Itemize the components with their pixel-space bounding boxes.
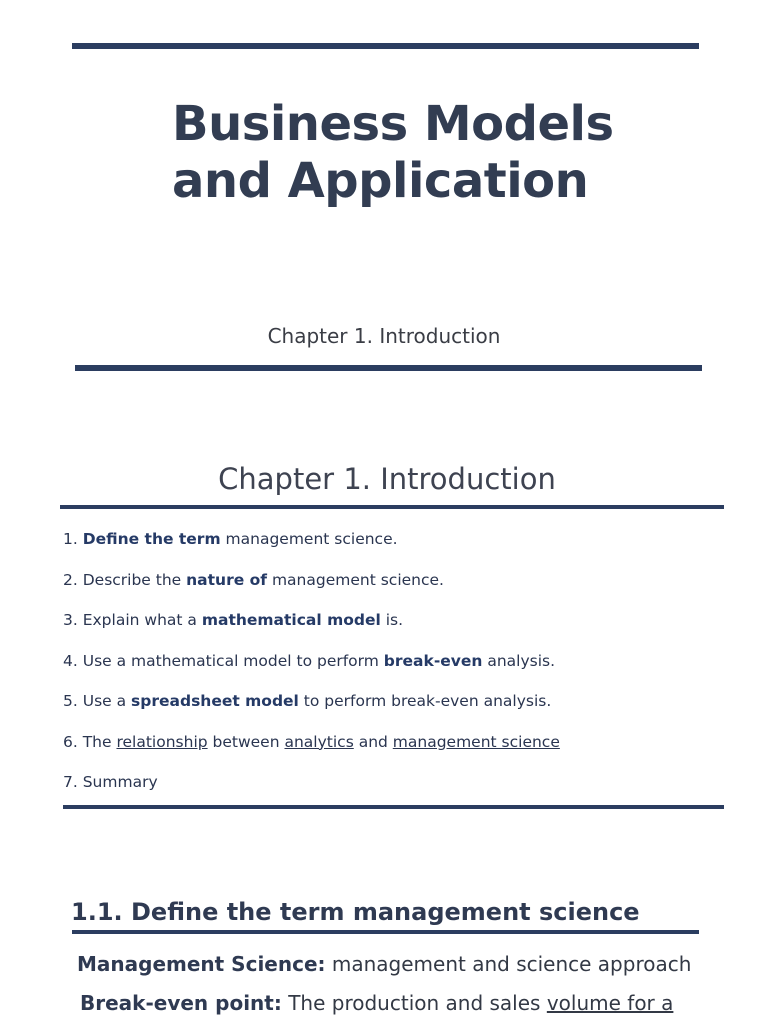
objective-text: The xyxy=(82,732,117,751)
objective-item xyxy=(63,651,560,692)
definition-break-even-point xyxy=(80,991,673,1015)
objective-number: 5. xyxy=(63,692,83,710)
chapter-heading: Chapter 1. Introduction xyxy=(218,462,556,496)
section-heading-rule xyxy=(72,930,699,934)
objective-text: Summary xyxy=(82,773,158,791)
objective-text: Describe the xyxy=(82,570,187,589)
objective-number: 3. xyxy=(63,611,83,629)
objective-text: management science. xyxy=(220,530,398,548)
title-line-2: and Application xyxy=(172,153,589,209)
title-line-1: Business Models xyxy=(172,96,614,152)
objective-number: 6. xyxy=(63,732,83,751)
definition-management-science xyxy=(77,952,691,976)
objective-keyword: break-even xyxy=(383,651,483,670)
definition-text: The production and sales xyxy=(281,991,547,1015)
objective-number: 2. xyxy=(63,570,83,589)
objective-number: 1. xyxy=(63,530,83,548)
objective-keyword: spreadsheet model xyxy=(131,692,299,710)
objectives-list xyxy=(63,529,560,813)
objective-underlined-text: analytics xyxy=(284,732,354,751)
objective-keyword: nature of xyxy=(186,570,268,589)
objective-text: management science. xyxy=(267,570,444,589)
definition-term: Break-even point: xyxy=(80,991,282,1015)
definition-text: management and science approach xyxy=(325,952,692,976)
objective-underlined-text: relationship xyxy=(116,732,208,751)
objective-text: Use a mathematical model to perform xyxy=(82,651,384,670)
cover-bottom-rule xyxy=(75,365,702,371)
objective-text: is. xyxy=(380,611,404,629)
objective-text: between xyxy=(207,732,285,751)
objective-number: 4. xyxy=(63,651,83,670)
objective-text: to perform break-even analysis. xyxy=(298,692,552,710)
objective-underlined-text: management science xyxy=(392,732,560,751)
objective-item xyxy=(63,732,560,773)
section-heading: 1.1. Define the term management science xyxy=(71,898,640,926)
objective-keyword: Define the term xyxy=(82,530,221,548)
objective-item xyxy=(63,570,560,611)
objective-item xyxy=(63,529,560,570)
objectives-bottom-rule xyxy=(63,805,724,809)
definition-underlined-text: volume for a xyxy=(546,991,674,1015)
chapter-heading-rule xyxy=(60,505,724,509)
objective-item xyxy=(63,691,560,732)
objective-keyword: mathematical model xyxy=(201,611,381,629)
objective-text: Use a xyxy=(82,692,132,710)
page-title xyxy=(172,96,732,210)
objective-text: and xyxy=(353,732,393,751)
top-rule xyxy=(72,43,699,49)
objective-number: 7. xyxy=(63,773,83,791)
objective-text: analysis. xyxy=(482,651,556,670)
objective-text: Explain what a xyxy=(82,611,202,629)
definition-term: Management Science: xyxy=(77,952,326,976)
objective-item xyxy=(63,610,560,651)
page-subtitle: Chapter 1. Introduction xyxy=(267,324,501,348)
